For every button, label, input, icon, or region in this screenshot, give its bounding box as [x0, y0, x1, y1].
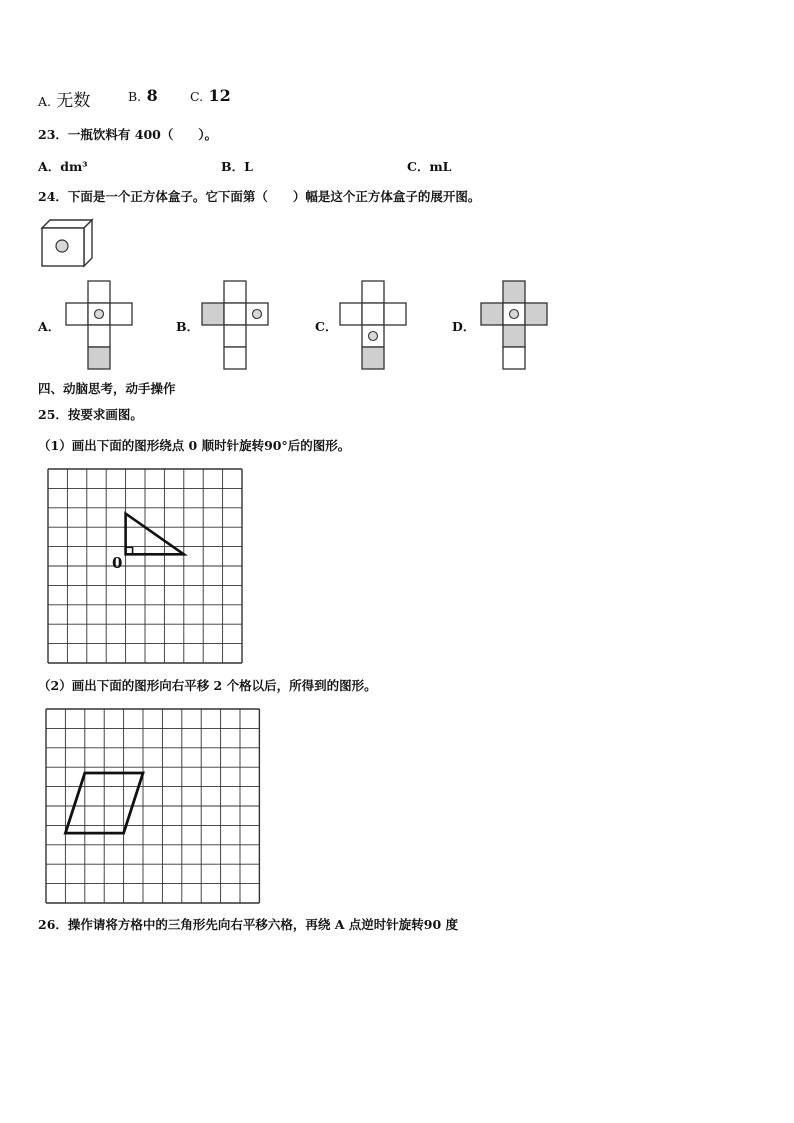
net-option-d: [481, 280, 551, 370]
net-option-b: [202, 280, 272, 370]
q23-option-a: [38, 157, 88, 175]
q23-option-b-letter: B．: [221, 159, 245, 174]
q24-stem: 24．下面是一个正方体盒子。它下面第（ ）幅是这个正方体盒子的展开图。: [38, 189, 481, 204]
q23-option-c: [407, 157, 451, 175]
q24-option-b-label: B．: [176, 319, 200, 334]
q22-option-b-text: 8: [146, 86, 158, 105]
q23-option-a-text: dm³: [60, 159, 88, 174]
q26-stem: 26．操作请将方格中的三角形先向右平移六格，再绕 A 点逆时针旋转90 度: [38, 917, 459, 932]
q23-option-b: [221, 157, 253, 175]
q25-part1: （1）画出下面的图形绕点 0 顺时针旋转90°后的图形。: [38, 438, 351, 453]
q22-option-c-letter: C.: [190, 89, 204, 104]
rotation-grid: [46, 467, 250, 663]
q22-option-b: [128, 86, 158, 106]
right-triangle-shape: [126, 514, 184, 555]
point-o-label: 0: [112, 554, 123, 572]
q24-option-d-label: D．: [452, 319, 476, 334]
cube-figure: [40, 218, 95, 268]
q23-option-c-letter: C．: [407, 159, 430, 174]
q23-option-c-text: mL: [429, 159, 452, 174]
q22-option-a-text: 无数: [56, 91, 91, 111]
q23-option-b-text: L: [244, 159, 253, 174]
q24-option-a-label: A．: [38, 319, 61, 334]
q22-options: [38, 86, 90, 111]
q22-option-b-letter: B.: [128, 89, 142, 104]
q23-option-a-letter: A．: [38, 159, 61, 174]
q23-stem: 23．一瓶饮料有 400（ ）。: [38, 127, 218, 142]
section4-title: 四、动脑思考，动手操作: [38, 381, 176, 396]
q22-option-c: [190, 86, 231, 106]
q25-stem: 25．按要求画图。: [38, 407, 143, 422]
net-option-a: [66, 280, 136, 370]
q25-part2: （2）画出下面的图形向右平移 2 个格以后，所得到的图形。: [38, 678, 377, 693]
q24-option-c-label: C．: [315, 319, 338, 334]
net-option-c: [340, 280, 410, 370]
q22-option-a-letter: A.: [38, 94, 52, 109]
q22-option-c-text: 12: [208, 86, 231, 105]
translation-grid: [44, 707, 262, 901]
